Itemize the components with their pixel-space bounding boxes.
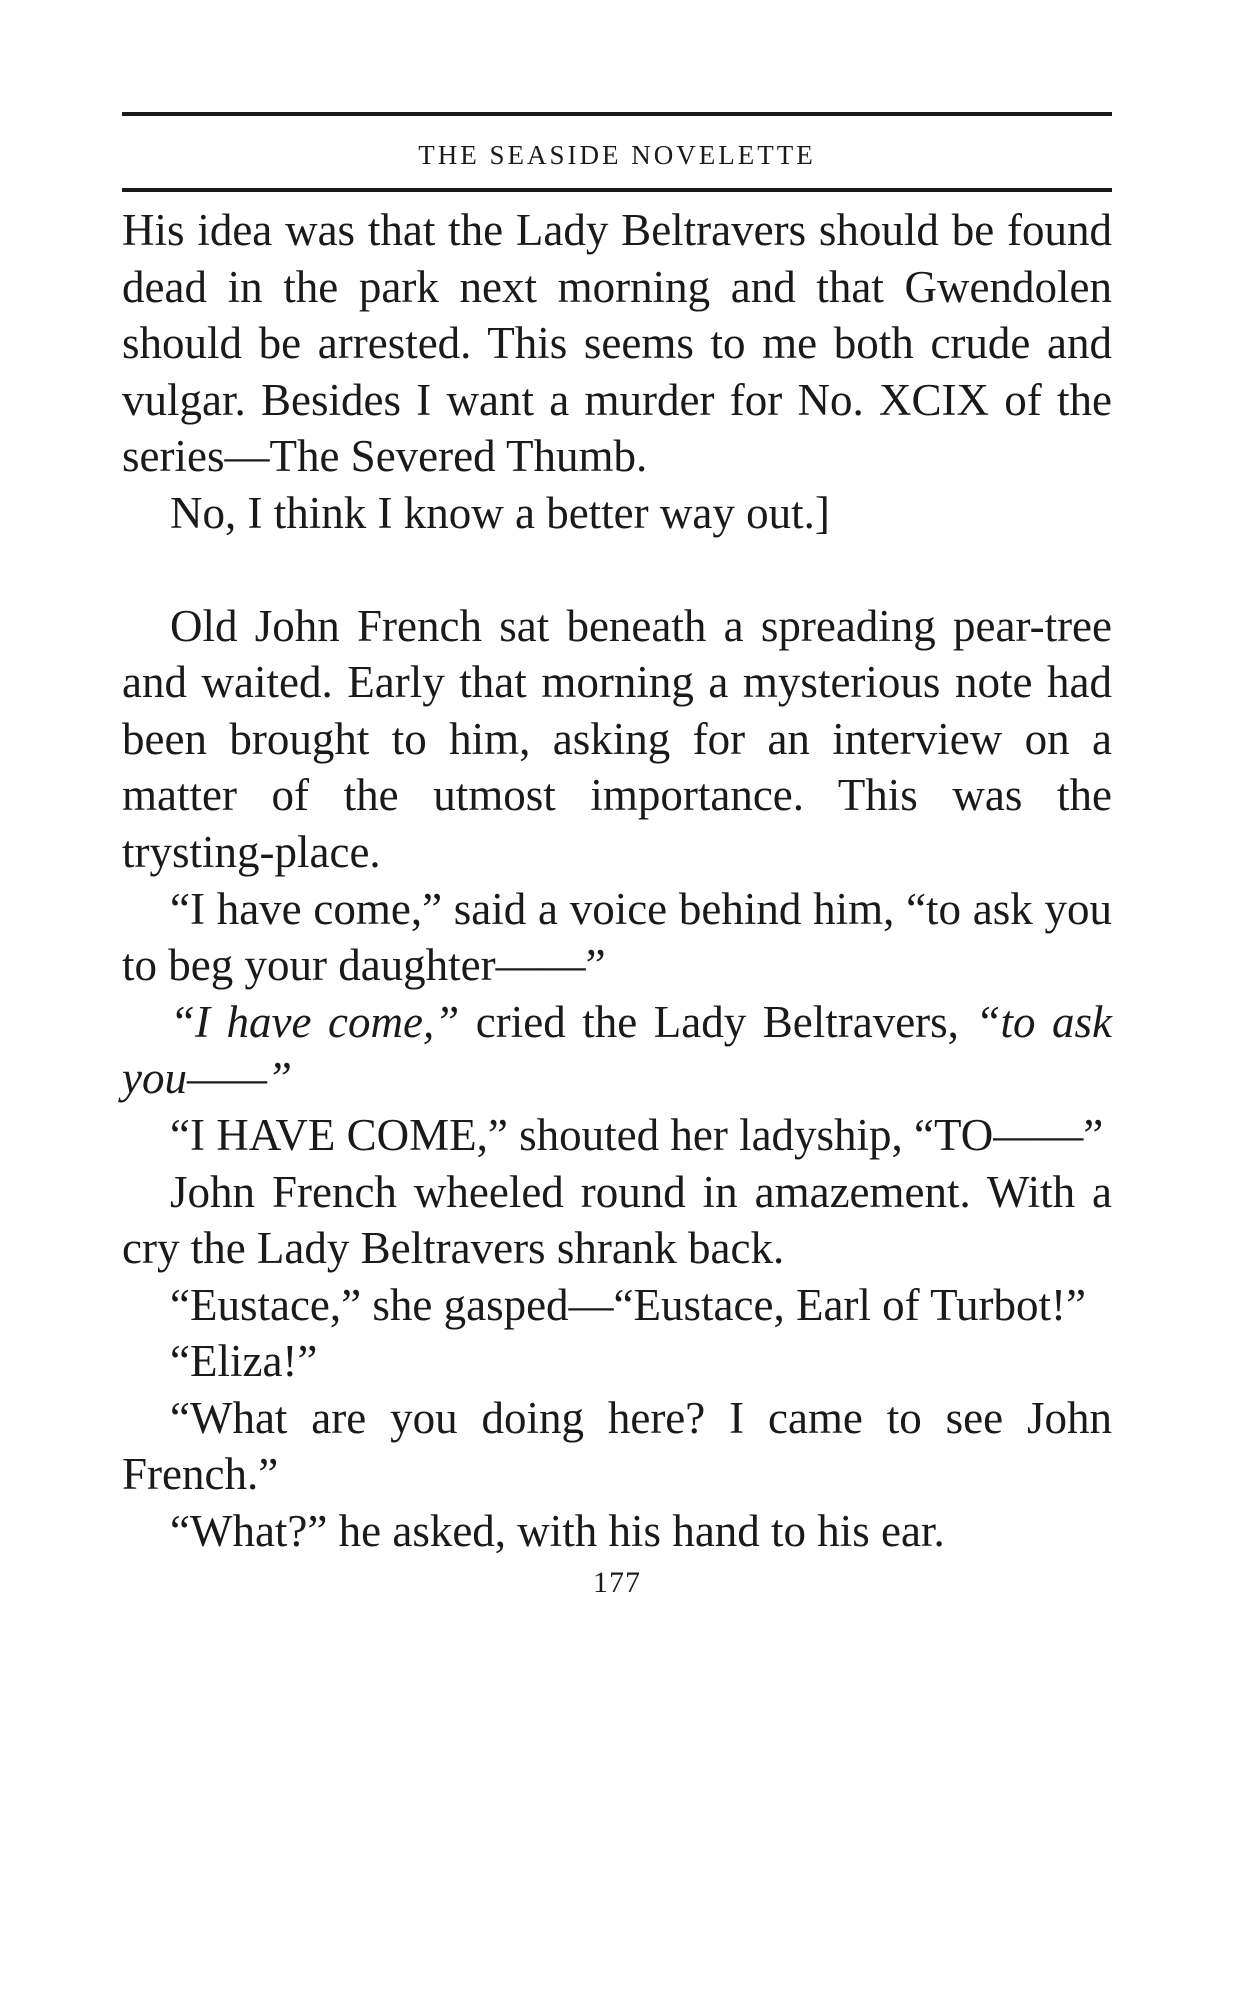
paragraph: “What are you doing here? I came to see John French.”	[122, 1392, 1112, 1500]
paragraph: John French wheeled round in amazement. With a cry the Lady Beltravers shrank back.	[122, 1166, 1112, 1274]
running-head: THE SEASIDE NOVELETTE	[418, 140, 816, 170]
header-rule-bottom	[122, 188, 1112, 192]
paragraph: “Eustace,” she gasped—“Eustace, Earl of Turbot!”	[170, 1279, 1086, 1330]
paragraph: His idea was that the Lady Beltravers should be found dead in the park next morning and that Gwendolen should be arrested. This seems to me both crude and vulgar. Besides I want a murder for No. XCIX of the series—The Severed Thumb.	[122, 205, 1112, 482]
paragraph: “I HAVE COME,” shouted her ladyship, “TO——”	[170, 1109, 1104, 1160]
body-text	[122, 202, 1112, 1560]
paragraph: No, I think I know a better way out.]	[170, 487, 830, 538]
book-page	[122, 112, 1112, 1600]
page-number: 177	[593, 1565, 641, 1599]
paragraph: “I have come,” said a voice behind him, “to ask you to beg your daughter——”	[122, 883, 1112, 991]
italic-span: “to ask you——”	[122, 996, 1112, 1104]
paragraph: “What?” he asked, with his hand to his ear.	[170, 1506, 945, 1557]
italic-span: “I have come,”	[170, 996, 460, 1047]
paragraph	[122, 994, 1112, 1107]
paragraph: Old John French sat beneath a spreading pear-tree and waited. Early that morning a mysterious note had been brought to him, asking for an interview on a matter of the utmost importance. This was the trysting-place.	[122, 600, 1112, 877]
paragraph-span: cried the Lady Beltravers,	[459, 996, 976, 1047]
paragraph: “Eliza!”	[170, 1336, 318, 1387]
